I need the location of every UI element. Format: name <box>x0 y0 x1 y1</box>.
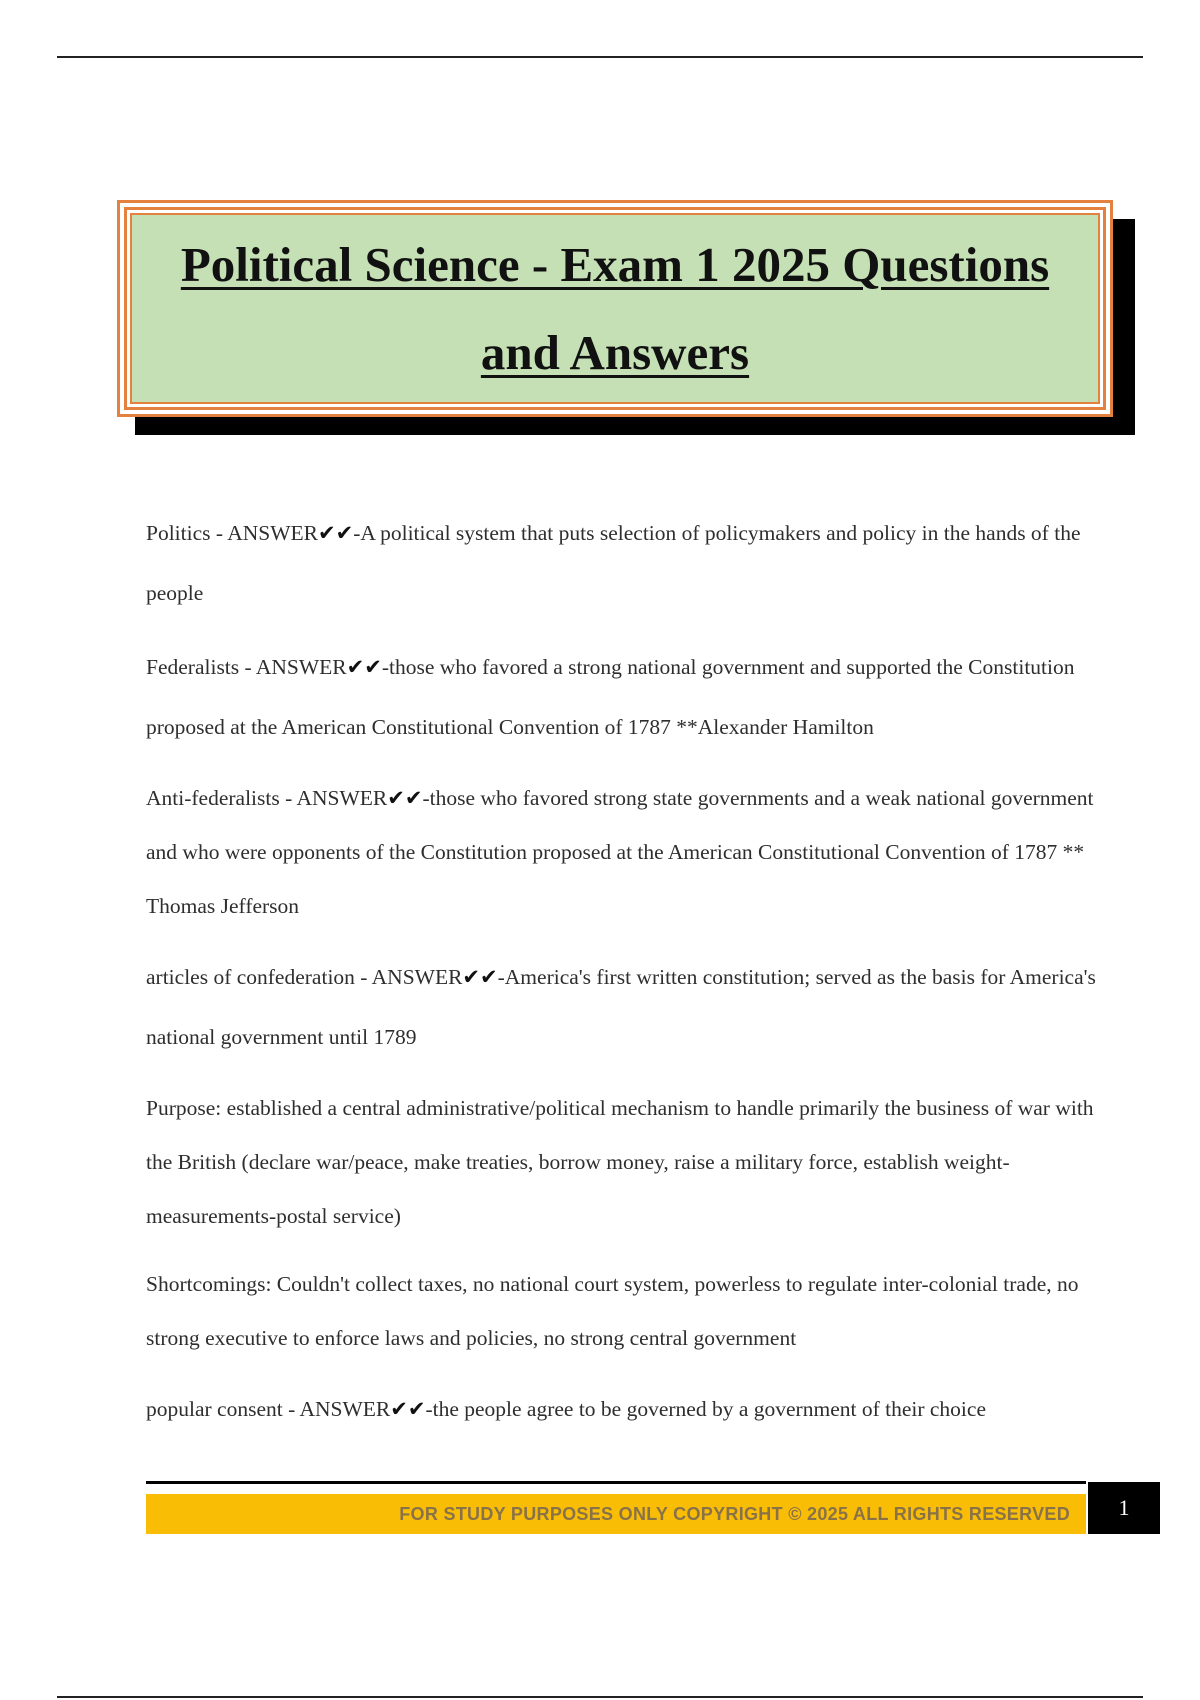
entry-term: articles of confederation - ANSWER <box>146 965 463 989</box>
entry-articles-of-confederation <box>146 947 1096 1067</box>
entry-definition: -those who favored strong state governments and a weak national government and who were opponents of the Constitution proposed at the American Constitutional Convention of 1787 ** Thomas Jefferson <box>146 786 1094 918</box>
title-box <box>117 200 1113 417</box>
entry-term: Anti-federalists - ANSWER <box>146 786 388 810</box>
footer-bar <box>146 1494 1086 1534</box>
entry-definition: -the people agree to be governed by a government of their choice <box>425 1397 986 1421</box>
check-icon: ✔✔ <box>346 655 382 679</box>
entry-definition: -A political system that puts selection of policymakers and policy in the hands of the people <box>146 521 1081 605</box>
entry-term: Federalists - ANSWER <box>146 655 347 679</box>
title-line-2: and Answers <box>480 324 750 380</box>
bottom-rule <box>57 1696 1143 1698</box>
footer-rule <box>146 1481 1086 1484</box>
page-number: 1 <box>1088 1482 1160 1534</box>
entry-term: Politics - ANSWER <box>146 521 319 545</box>
top-rule <box>57 56 1143 58</box>
entry-popular-consent <box>146 1379 1096 1439</box>
note-shortcomings: Shortcomings: Couldn't collect taxes, no national court system, powerless to regulate inter-colonial trade, no strong executive to enforce laws and policies, no strong central government <box>146 1272 1079 1350</box>
title-line-1: Political Science - Exam 1 2025 Questions <box>180 236 1050 292</box>
entry-anti-federalists <box>146 771 1096 933</box>
entry-term: popular consent - ANSWER <box>146 1397 391 1421</box>
check-icon: ✔✔ <box>390 1397 426 1421</box>
title-frame <box>124 207 1106 410</box>
document-body <box>146 503 1096 1453</box>
title-panel <box>130 213 1100 404</box>
note-purpose: Purpose: established a central administrative/political mechanism to handle primarily the business of war with the British (declare war/peace, make treaties, borrow money, raise a military force, establish weight-measurements-postal service) <box>146 1096 1094 1228</box>
entry-politics <box>146 503 1096 623</box>
check-icon: ✔✔ <box>318 521 354 545</box>
entry-federalists <box>146 637 1096 757</box>
check-icon: ✔✔ <box>462 965 498 989</box>
entry-definition: -America's first written constitution; served as the basis for America's national government until 1789 <box>146 965 1096 1049</box>
footer-copyright: FOR STUDY PURPOSES ONLY COPYRIGHT © 2025 ALL RIGHTS RESERVED <box>399 1503 1070 1524</box>
check-icon: ✔✔ <box>387 786 423 810</box>
entry-definition: -those who favored a strong national government and supported the Constitution proposed at the American Constitutional Convention of 1787 **Alexander Hamilton <box>146 655 1075 739</box>
